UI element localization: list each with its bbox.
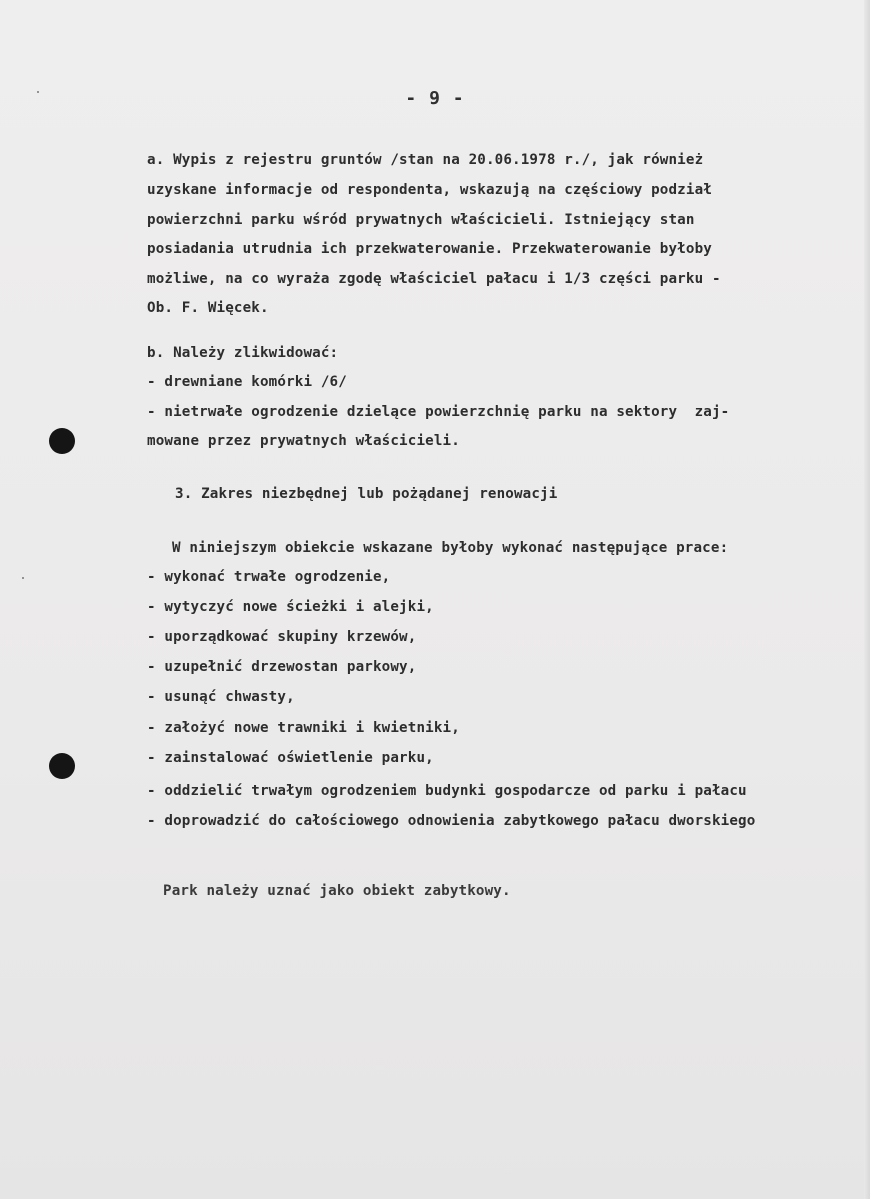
section-a-line: Ob. F. Więcek. xyxy=(147,300,269,316)
action-item: - założyć nowe trawniki i kwietniki, xyxy=(147,720,460,736)
action-item: - zainstalować oświetlenie parku, xyxy=(147,750,434,766)
page-number: - 9 - xyxy=(405,88,465,109)
section-3-intro: W niniejszym obiekcie wskazane byłoby wykonać następujące prace: xyxy=(172,540,729,556)
section-3-heading: 3. Zakres niezbędnej lub pożądanej renowacji xyxy=(175,486,558,502)
punch-hole xyxy=(49,753,75,779)
action-item: - usunąć chwasty, xyxy=(147,689,295,705)
section-b-line: - drewniane komórki /6/ xyxy=(147,374,347,390)
action-item: - oddzielić trwałym ogrodzeniem budynki gospodarcze od parku i pałacu xyxy=(147,783,747,799)
paper-speck xyxy=(22,577,24,579)
section-a-line: a. Wypis z rejestru gruntów /stan na 20.06.1978 r./, jak również xyxy=(147,152,704,168)
closing-statement: Park należy uznać jako obiekt zabytkowy. xyxy=(163,883,511,899)
page-edge xyxy=(864,0,870,1199)
action-item: - uporządkować skupiny krzewów, xyxy=(147,629,417,645)
action-item: - wytyczyć nowe ścieżki i alejki, xyxy=(147,599,434,615)
section-b-line: b. Należy zlikwidować: xyxy=(147,345,339,361)
section-b-line: - nietrwałe ogrodzenie dzielące powierzchnię parku na sektory zaj- xyxy=(147,404,730,420)
action-item: - uzupełnić drzewostan parkowy, xyxy=(147,659,417,675)
action-item: - wykonać trwałe ogrodzenie, xyxy=(147,569,391,585)
section-a-line: posiadania utrudnia ich przekwaterowanie. Przekwaterowanie byłoby xyxy=(147,241,712,257)
section-b-line: mowane przez prywatnych właścicieli. xyxy=(147,433,460,449)
section-a-line: powierzchni parku wśród prywatnych właścicieli. Istniejący stan xyxy=(147,212,695,228)
section-a-line: uzyskane informacje od respondenta, wskazują na częściowy podział xyxy=(147,182,712,198)
section-a-line: możliwe, na co wyraża zgodę właściciel pałacu i 1/3 części parku - xyxy=(147,271,721,287)
punch-hole xyxy=(49,428,75,454)
action-item: - doprowadzić do całościowego odnowienia zabytkowego pałacu dworskiego xyxy=(147,813,756,829)
